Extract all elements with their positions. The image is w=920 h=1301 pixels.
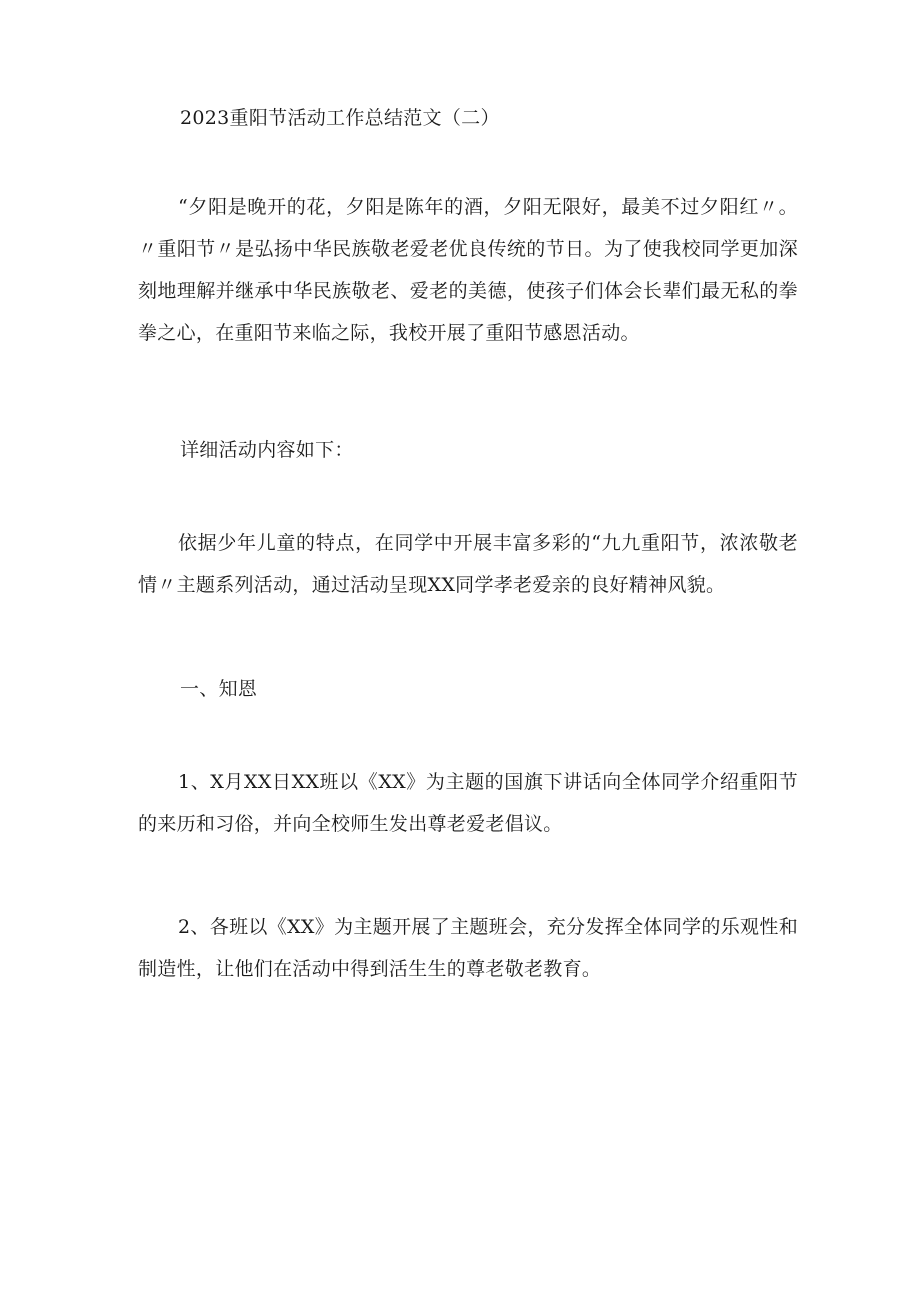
details-heading: 详细活动内容如下： [180, 439, 354, 461]
basis-paragraph: 依据少年儿童的特点，在同学中开展丰富多彩的“九九重阳节，浓浓敬老情〃主题系列活动，通过活动呈现XX同学孝老爱亲的良好精神风貌。 [138, 532, 798, 596]
item-1-paragraph: 1、X月XX日XX班以《XX》为主题的国旗下讲话向全体同学介绍重阳节的来历和习俗，并向全校师生发出尊老爱老倡议。 [138, 771, 798, 835]
section-heading-know-gratitude: 一、知恩 [180, 678, 258, 700]
intro-paragraph: “夕阳是晚开的花，夕阳是陈年的酒，夕阳无限好，最美不过夕阳红〃。〃重阳节〃是弘扬中华民族敬老爱老优良传统的节日。为了使我校同学更加深刻地理解并继承中华民族敬老、爱老的美德，使孩子们体会长辈们最无私的拳拳之心，在重阳节来临之际，我校开展了重阳节感恩活动。 [138, 196, 798, 344]
item-2-paragraph: 2、各班以《XX》为主题开展了主题班会，充分发挥全体同学的乐观性和制造性，让他们在活动中得到活生生的尊老敬老教育。 [138, 916, 798, 980]
document-title: 2023重阳节活动工作总结范文（二） [180, 107, 500, 129]
